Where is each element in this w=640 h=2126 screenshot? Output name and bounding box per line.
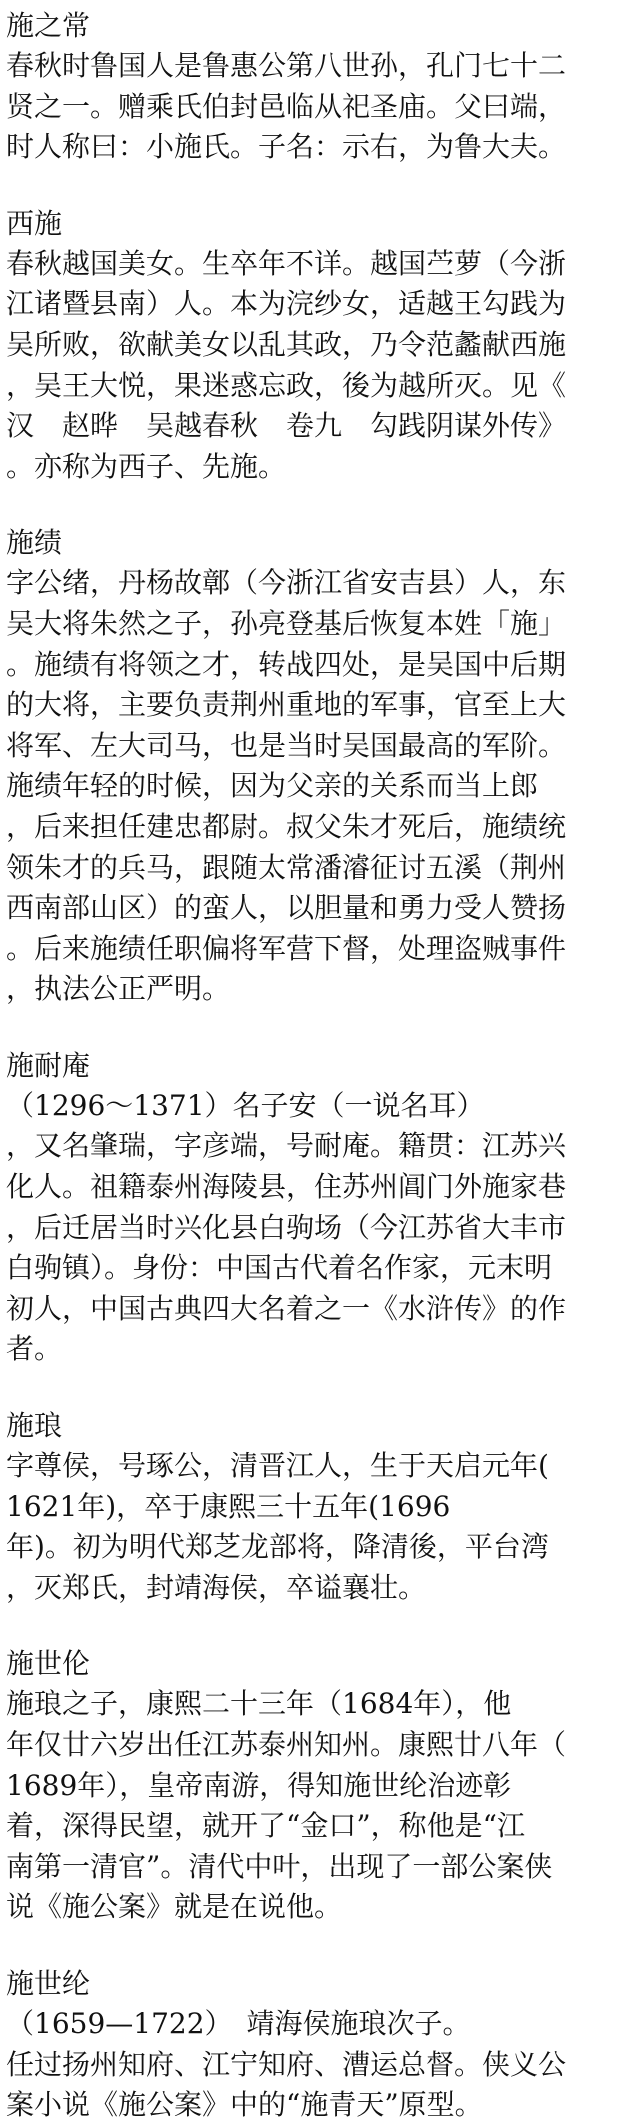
entry-text-line: 者。 — [6, 1332, 63, 1366]
entry-text-line: ，又名肇瑞，字彦端，号耐庵。籍贯：江苏兴 — [6, 1129, 567, 1163]
entry-shi-shilun-2 — [6, 1964, 632, 2126]
entry-shi-lang — [6, 1406, 632, 1608]
entry-text-line: 的大将，主要负责荆州重地的军事，官至上大 — [6, 688, 567, 722]
entry-text-line: 春秋时鲁国人是鲁惠公第八世孙，孔门七十二 — [6, 49, 567, 82]
entry-text-line: 1689年），皇帝南游，得知施世纶治迹彰 — [6, 1768, 512, 1802]
entry-shi-naian — [6, 1046, 632, 1370]
entry-text-line: 白驹镇）。身份：中国古代着名作家，元末明 — [6, 1251, 553, 1285]
entry-text-line: ，后来担任建忠都尉。叔父朱才死后，施绩统 — [6, 809, 567, 843]
entry-text-line: 化人。祖籍泰州海陵县，住苏州阊门外施家巷 — [6, 1170, 567, 1204]
entry-text-line: 1621年)，卒于康熙三十五年(1696 — [6, 1489, 451, 1523]
entry-text-line: 。施绩有将领之才，转战四处，是吴国中后期 — [6, 647, 567, 681]
entry-text-line: 领朱才的兵马，跟随太常潘濬征讨五溪（荆州 — [6, 850, 567, 884]
entry-text-line: ，执法公正严明。 — [6, 972, 231, 1006]
entry-text-line: 字公绪，丹杨故鄣（今浙江省安吉县）人，东 — [6, 566, 567, 600]
entry-text-line: ，吴王大悦，果迷惑忘政，後为越所灭。见《 — [6, 368, 567, 402]
entry-title: 施之常 — [6, 9, 91, 42]
entry-text-line: 初人，中国古典四大名着之一《水浒传》的作 — [6, 1291, 567, 1325]
entry-text-line: 江诸暨县南）人。本为浣纱女，适越王勾践为 — [6, 287, 567, 321]
entry-text-line: 西南部山区）的蛮人，以胆量和勇力受人赞扬 — [6, 891, 567, 925]
entry-text-line: 说《施公案》就是在说他。 — [6, 1890, 343, 1924]
entry-title: 施耐庵 — [6, 1048, 91, 1082]
entry-text-line: 字尊侯，号琢公，清晋江人，生于天启元年( — [6, 1449, 549, 1483]
entry-text-line: ，后迁居当时兴化县白驹场（今江苏省大丰市 — [6, 1210, 567, 1244]
entry-text-line: 汉 赵晔 吴越春秋 卷九 勾践阴谋外传》 — [6, 409, 567, 443]
entry-text-line: 施琅之子，康熙二十三年（1684年），他 — [6, 1687, 512, 1721]
entry-text-line: 贤之一。赠乘氏伯封邑临从祀圣庙。父曰端， — [6, 89, 567, 123]
entry-shi-ji — [6, 523, 632, 1010]
entry-shi-zhichang — [6, 6, 632, 168]
entry-text-line: 任过扬州知府、江宁知府、漕运总督。侠义公 — [6, 2047, 567, 2081]
entry-text-line: 年)。初为明代郑芝龙部将，降清後，平台湾 — [6, 1530, 549, 1564]
entry-text-line: （1296～1371）名子安（一说名耳） — [6, 1088, 485, 1122]
entry-text-line: 将军、左大司马，也是当时吴国最高的军阶。 — [6, 728, 567, 762]
entry-text-line: 时人称曰：小施氏。子名：示右，为鲁大夫。 — [6, 130, 567, 164]
entry-text-line: 着，深得民望，就开了“金口”，称他是“江 — [6, 1809, 525, 1843]
entry-text-line: 案小说《施公案》中的“施青天”原型。 — [6, 2088, 483, 2122]
entry-text-line: ，灭郑氏，封靖海侯，卒谥襄壮。 — [6, 1570, 427, 1604]
entry-text-line: 年仅廿六岁出任江苏泰州知州。康熙廿八年（ — [6, 1728, 567, 1761]
entry-text-line: 南第一清官”。清代中叶，出现了一部公案侠 — [6, 1849, 553, 1883]
entry-text-line: （1659—1722） 靖海侯施琅次子。 — [6, 2006, 471, 2040]
entry-title: 西施 — [6, 206, 63, 240]
entry-title: 施世伦 — [6, 1647, 91, 1681]
entry-text-line: 。亦称为西子、先施。 — [6, 449, 287, 483]
document-body — [6, 6, 632, 2126]
entry-title: 施琅 — [6, 1409, 63, 1443]
entry-shi-shilun — [6, 1644, 632, 1928]
entry-text-line: 。后来施绩任职偏将军营下督，处理盗贼事件 — [6, 931, 567, 965]
entry-text-line: 春秋越国美女。生卒年不详。越国苎萝（今浙 — [6, 246, 567, 280]
entry-text-line: 吴所败，欲献美女以乱其政，乃令范蠡献西施 — [6, 327, 567, 361]
entry-text-line: 施绩年轻的时候，因为父亲的关系而当上郎 — [6, 769, 539, 803]
entry-title: 施绩 — [6, 526, 63, 560]
entry-title: 施世纶 — [6, 1966, 91, 2000]
entry-text-line: 吴大将朱然之子，孙亮登基后恢复本姓「施」 — [6, 606, 567, 640]
entry-xi-shi — [6, 204, 632, 488]
